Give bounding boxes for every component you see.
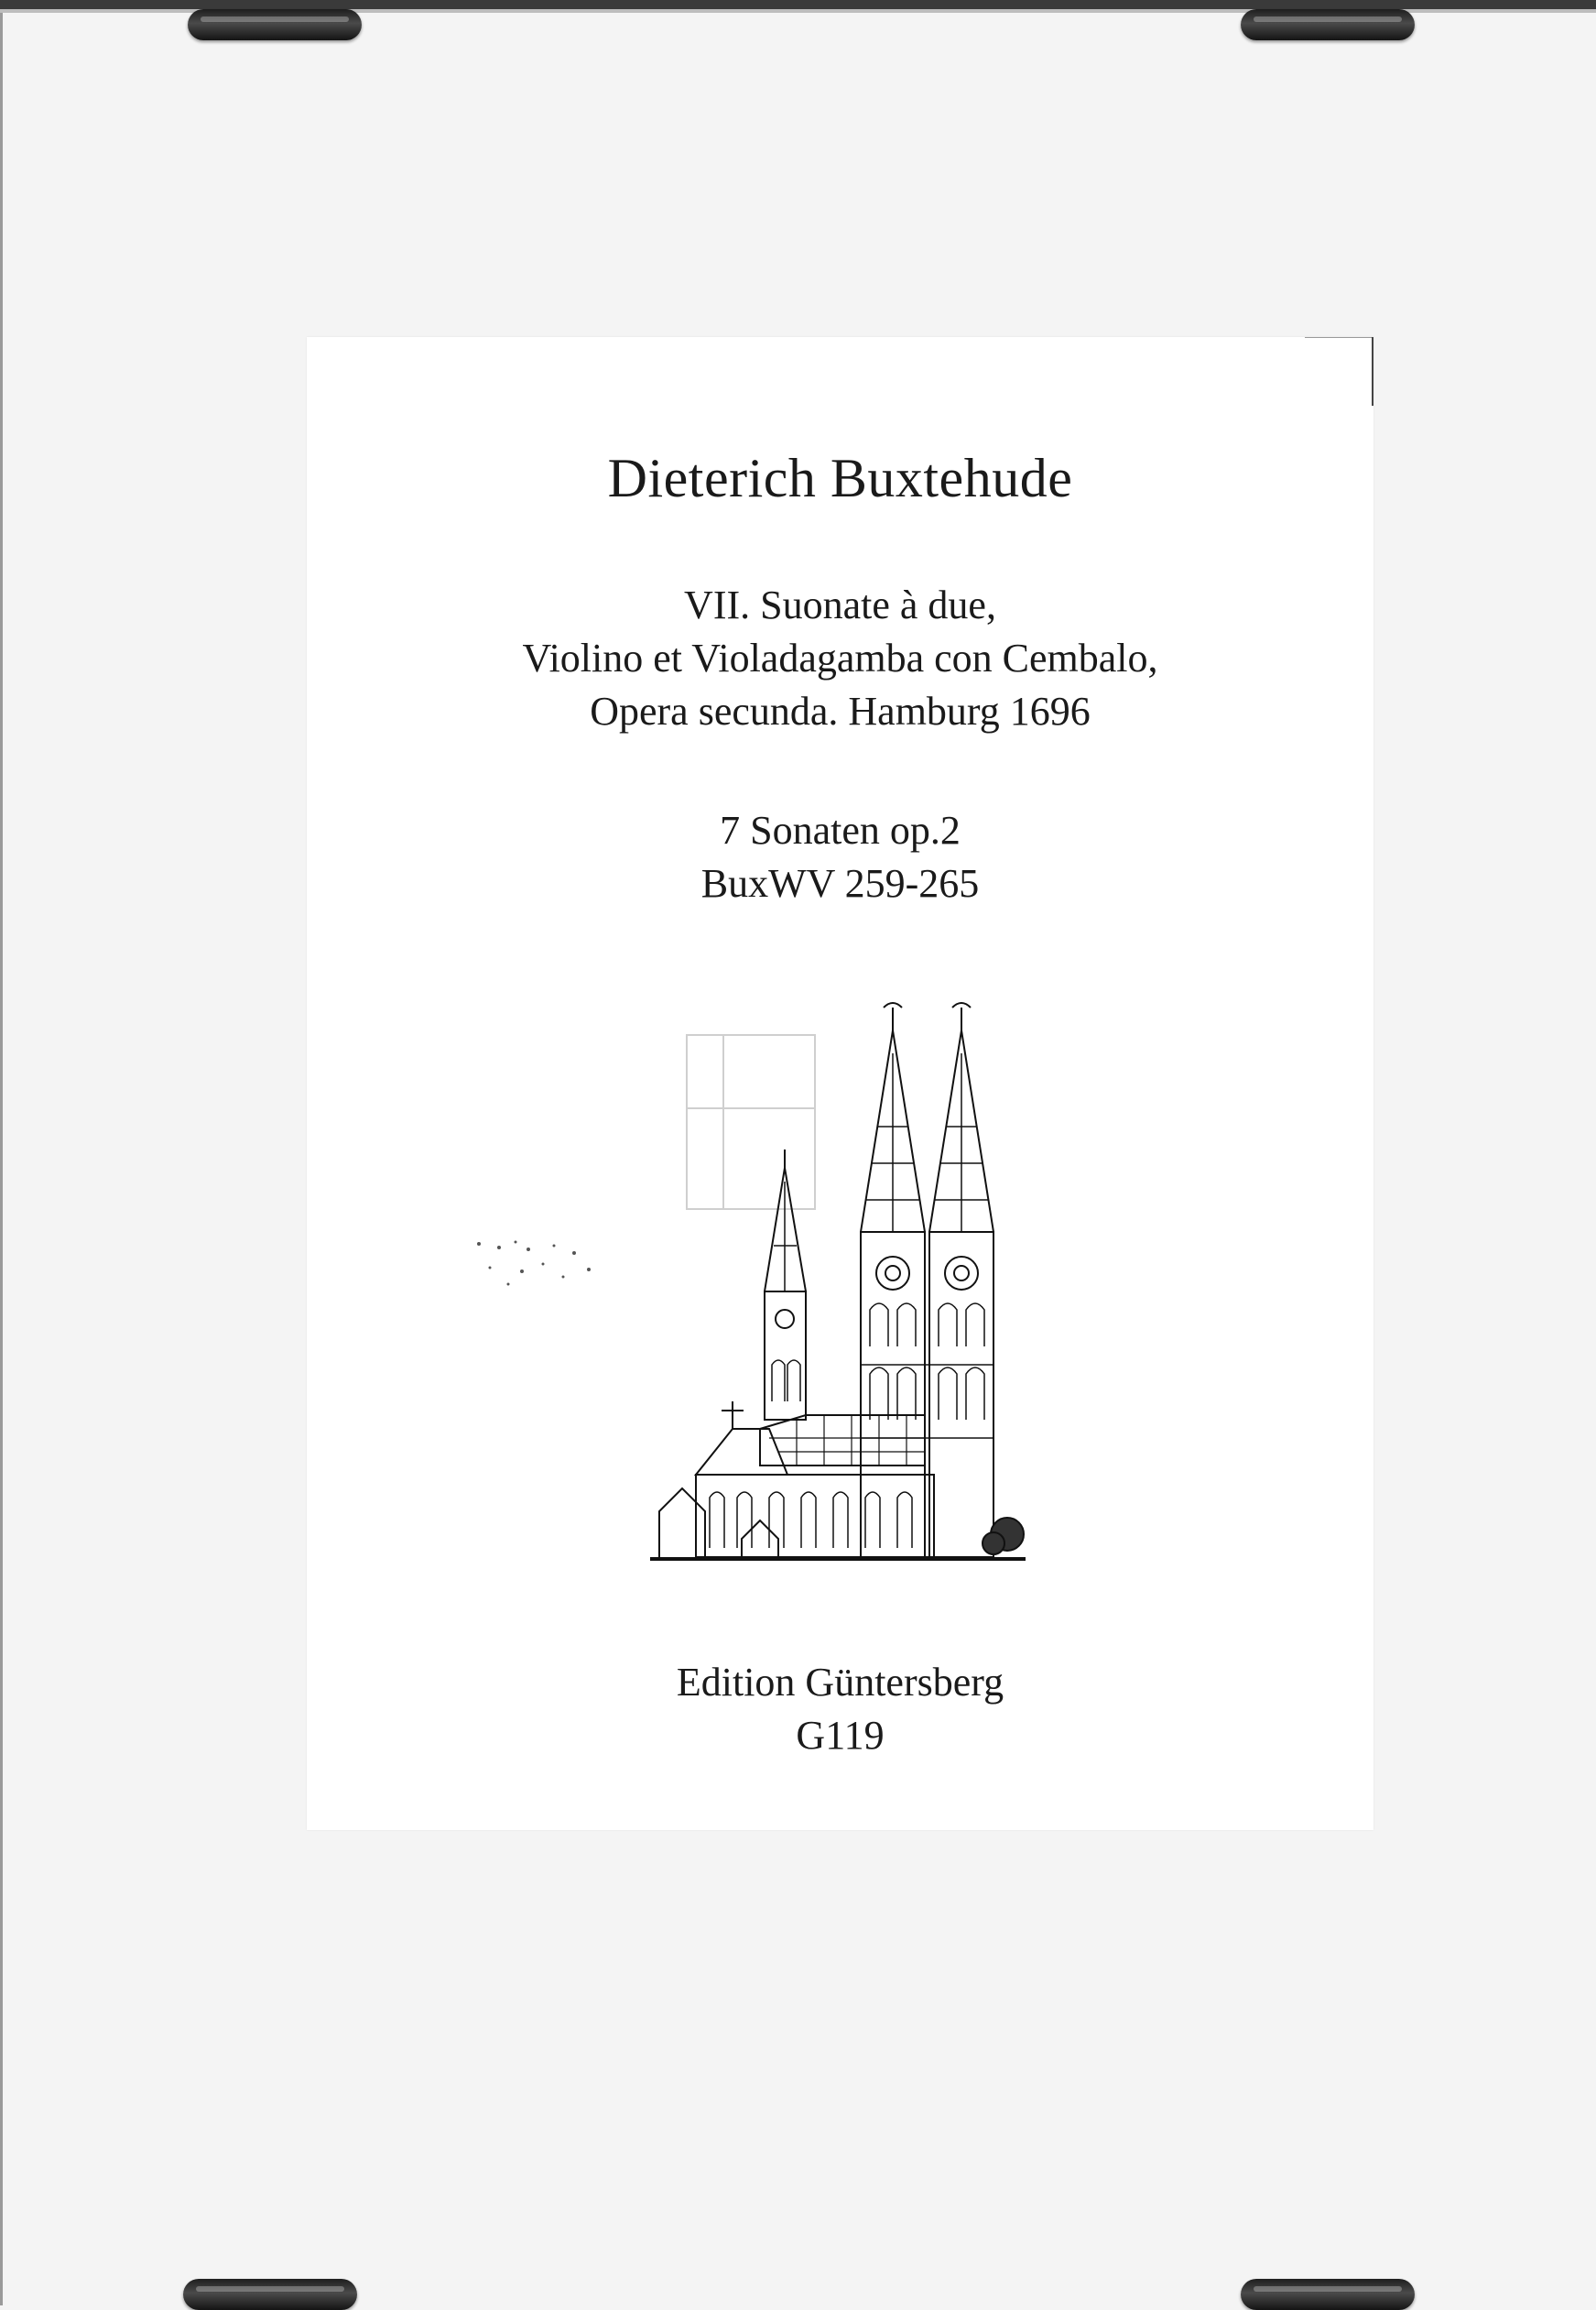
- work-title: [307, 579, 1373, 738]
- catalogue-number: BuxWV 259-265: [700, 861, 980, 906]
- scan-left-edge: [0, 0, 3, 2305]
- binder-clip-icon: [1241, 9, 1415, 40]
- publisher: [307, 1656, 1373, 1762]
- work-title-line: Opera secunda. Hamburg 1696: [590, 689, 1091, 734]
- church-engraving-icon: [641, 998, 1035, 1566]
- opus-line: 7 Sonaten op.2: [720, 808, 961, 853]
- scan-speckle: [472, 1237, 600, 1291]
- work-title-line: VII. Suonate à due,: [684, 583, 996, 627]
- publisher-name: Edition Güntersberg: [676, 1660, 1004, 1705]
- work-subtitle: [307, 804, 1373, 910]
- binder-clip-icon: [188, 9, 362, 40]
- work-title-line: Violino et Violadagamba con Cembalo,: [522, 636, 1158, 681]
- composer-name: Dieterich Buxtehude: [607, 448, 1073, 508]
- sheet-corner-edge: [1305, 337, 1373, 338]
- sheet-corner-edge: [1372, 337, 1373, 406]
- edition-number: G119: [796, 1713, 885, 1758]
- scan-top-edge: [0, 0, 1596, 9]
